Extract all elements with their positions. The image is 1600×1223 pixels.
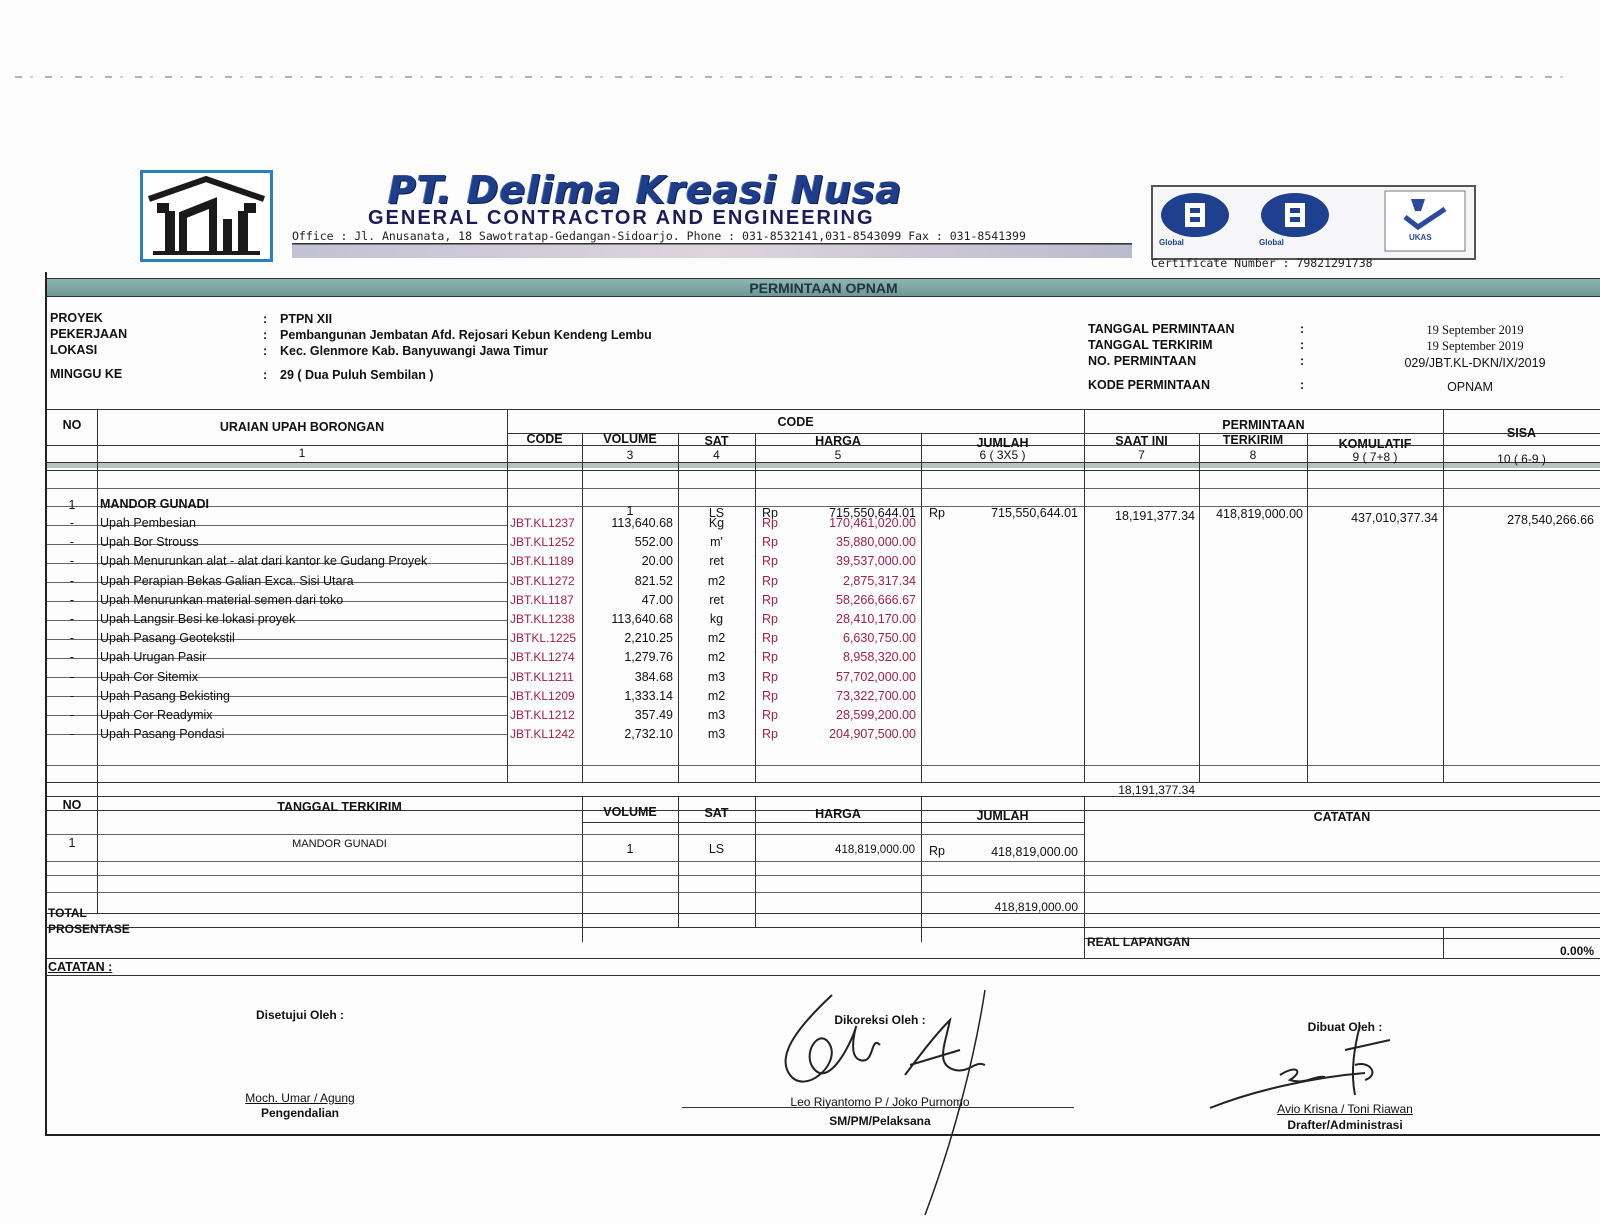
item-code: JBTKL.1225 (510, 631, 577, 645)
item-harga: 170,461,020.00 (829, 516, 916, 530)
item-volume: 1,279.76 (624, 650, 673, 664)
col-number-10: 10 ( 6-9 ) (1497, 452, 1546, 466)
pekerjaan-value: Pembangunan Jembatan Afd. Rejosari Kebun Kendeng Lembu (280, 328, 652, 342)
dibuat-name: Avio Krisna / Toni Riawan (1277, 1102, 1413, 1116)
item-harga: 6,630,750.00 (843, 631, 916, 645)
item-name: Upah Pasang Pondasi (100, 727, 225, 741)
disetujui-label: Disetujui Oleh : (255, 1008, 344, 1022)
dikoreksi-name: Leo Riyantomo P / Joko Purnomo (790, 1095, 970, 1109)
cert-logo-1-label: Global (1159, 238, 1184, 247)
t2-row-no: 1 (68, 836, 76, 850)
item-code: JBT.KL1189 (510, 554, 574, 568)
no-permintaan-value: 029/JBT.KL-DKN/IX/2019 (1404, 356, 1546, 370)
item-sat: m3 (707, 708, 726, 722)
minggu-label: MINGGU KE (50, 367, 123, 381)
item-code: JBT.KL1274 (510, 650, 575, 664)
col-volume-header: VOLUME (603, 432, 657, 446)
item-sat: ret (709, 554, 724, 568)
t2-no-header: NO (62, 798, 82, 812)
item-rp: Rp (762, 612, 778, 626)
tgl-terkirim-sep: : (1300, 338, 1305, 352)
t2-row-name: MANDOR GUNADI (292, 838, 387, 850)
tgl-permintaan-label: TANGGAL PERMINTAAN (1088, 322, 1235, 336)
no-permintaan-sep: : (1300, 354, 1305, 368)
item-volume: 384.68 (634, 670, 673, 684)
col-number-8: 8 (1249, 448, 1257, 462)
disetujui-role: Pengendalian (260, 1106, 340, 1120)
col-sat-header: SAT (704, 434, 729, 448)
item-rp: Rp (762, 535, 778, 549)
item-name: Upah Pasang Bekisting (100, 689, 230, 703)
signature-dikoreksi-icon (760, 975, 1060, 1220)
item-no: - (69, 516, 75, 530)
item-name: Upah Cor Sitemix (100, 670, 198, 684)
item-sat: Kg (708, 516, 725, 530)
col-code-header: CODE (526, 432, 563, 446)
col-number-5: 5 (834, 448, 842, 462)
proyek-label: PROYEK (50, 311, 103, 325)
item-harga: 204,907,500.00 (829, 727, 916, 741)
real-lapangan-value: 0.00% (1559, 944, 1594, 958)
catatan-label: CATATAN : (48, 960, 113, 974)
lokasi-sep: : (263, 344, 268, 358)
item-volume: 47.00 (641, 593, 673, 607)
item-volume: 552.00 (634, 535, 673, 549)
main-no: 1 (68, 498, 76, 512)
main-komulatif: 437,010,377.34 (1351, 511, 1438, 525)
item-code: JBT.KL1252 (510, 535, 575, 549)
item-volume: 113,640.68 (611, 516, 673, 530)
company-logo (140, 170, 273, 262)
item-rp: Rp (762, 727, 778, 741)
item-sat: m3 (707, 670, 726, 684)
t2-row-jumlah: 418,819,000.00 (991, 845, 1078, 859)
item-sat: kg (709, 612, 724, 626)
item-harga: 35,880,000.00 (836, 535, 916, 549)
item-name: Upah Menurunkan alat - alat dari kantor ke Gudang Proyek (100, 554, 428, 568)
item-no: - (69, 574, 75, 588)
item-no: - (69, 708, 75, 722)
main-jumlah: 715,550,644.01 (991, 506, 1078, 520)
cert-logo-2-label: Global (1259, 238, 1284, 247)
item-volume: 113,640.68 (611, 612, 673, 626)
house-logo-icon (143, 173, 270, 259)
t2-sat-header: SAT (704, 806, 729, 820)
company-name: PT. Delima Kreasi Nusa (388, 168, 903, 212)
kode-permintaan-label: KODE PERMINTAAN (1088, 378, 1210, 392)
item-sat: m2 (707, 650, 726, 664)
item-code: JBT.KL1238 (510, 612, 575, 626)
company-tagline: GENERAL CONTRACTOR AND ENGINEERING (368, 207, 875, 229)
proyek-value: PTPN XII (280, 312, 333, 326)
item-harga: 73,322,700.00 (836, 689, 916, 703)
item-volume: 20.00 (641, 554, 673, 568)
item-name: Upah Cor Readymix (100, 708, 213, 722)
item-name: Upah Bor Strouss (100, 535, 199, 549)
item-harga: 57,702,000.00 (836, 670, 916, 684)
col-no-header: NO (62, 418, 82, 432)
kode-permintaan-sep: : (1300, 378, 1305, 392)
dikoreksi-label: Dikoreksi Oleh : (834, 1013, 926, 1027)
item-name: Upah Pembesian (100, 516, 196, 530)
item-harga: 39,537,000.00 (836, 554, 916, 568)
t2-row-harga: 418,819,000.00 (835, 844, 915, 856)
item-sat: m3 (707, 727, 726, 741)
tgl-permintaan-value: 19 September 2019 (1426, 323, 1524, 337)
item-no: - (69, 689, 75, 703)
t2-harga-header: HARGA (815, 807, 861, 821)
item-name: Upah Langsir Besi ke lokasi proyek (100, 612, 296, 626)
website-line (292, 244, 1132, 258)
item-volume: 2,210.25 (624, 631, 673, 645)
dikoreksi-role: SM/PM/Pelaksana (829, 1114, 931, 1128)
col-saat-ini-header: SAAT INI (1115, 434, 1168, 448)
item-no: - (69, 727, 75, 741)
item-harga: 8,958,320.00 (843, 650, 916, 664)
certificate-number: Certificate Number : 79821291738 (1151, 256, 1373, 270)
total-saat-ini: 18,191,377.34 (1118, 783, 1195, 797)
prosentase-label: PROSENTASE (48, 922, 130, 936)
t2-row-rp: Rp (929, 844, 945, 858)
col-sisa-header: SISA (1506, 426, 1537, 440)
item-sat: m2 (707, 574, 726, 588)
item-code: JBT.KL1272 (510, 574, 575, 588)
item-no: - (69, 554, 75, 568)
main-sisa: 278,540,266.66 (1507, 513, 1594, 527)
t2-jumlah-header: JUMLAH (976, 809, 1029, 823)
col-komulatif-header: KOMULATIF (1338, 437, 1412, 451)
dibuat-label: Dibuat Oleh : (1307, 1020, 1383, 1034)
minggu-value: 29 ( Dua Puluh Sembilan ) (280, 368, 434, 382)
dibuat-role: Drafter/Administrasi (1287, 1118, 1403, 1132)
no-permintaan-label: NO. PERMINTAAN (1088, 354, 1197, 368)
main-rp: Rp (762, 506, 778, 520)
lokasi-value: Kec. Glenmore Kab. Banyuwangi Jawa Timur (280, 344, 548, 358)
item-rp: Rp (762, 631, 778, 645)
item-code: JBT.KL1237 (510, 516, 575, 530)
tgl-permintaan-sep: : (1300, 322, 1305, 336)
col-harga-header: HARGA (815, 434, 861, 448)
item-volume: 2,732.10 (624, 727, 673, 741)
col-uraian-header: URAIAN UPAH BORONGAN (219, 420, 385, 434)
item-volume: 1,333.14 (624, 689, 673, 703)
main-rp2: Rp (929, 506, 945, 520)
proyek-sep: : (263, 312, 268, 326)
item-volume: 357.49 (634, 708, 673, 722)
certification-icon (1153, 187, 1474, 258)
item-harga: 28,410,170.00 (836, 612, 916, 626)
item-no: - (69, 593, 75, 607)
document-title: PERMINTAAN OPNAM (47, 278, 1600, 297)
main-name: MANDOR GUNADI (100, 497, 210, 511)
item-no: - (69, 650, 75, 664)
item-name: Upah Perapian Bekas Galian Exca. Sisi Utara (100, 574, 354, 588)
item-name: Upah Pasang Geotekstil (100, 631, 235, 645)
main-saat-ini: 18,191,377.34 (1115, 509, 1195, 523)
item-code: JBT.KL1187 (510, 593, 574, 607)
office-address: Office : Jl. Anusanata, 18 Sawotratap-Gedangan-Sidoarjo. Phone : 031-8532141,031-8543099 Fax : 031-8541399 (292, 229, 1026, 243)
item-rp: Rp (762, 574, 778, 588)
total-label: TOTAL (48, 906, 87, 920)
scan-noise (15, 76, 1575, 78)
item-no: - (69, 631, 75, 645)
minggu-sep: : (263, 368, 268, 382)
item-harga: 2,875,317.34 (843, 574, 916, 588)
t2-volume-header: VOLUME (603, 805, 657, 819)
kode-permintaan-value: OPNAM (1447, 380, 1493, 394)
item-code: JBT.KL1212 (510, 708, 575, 722)
item-sat: m' (710, 535, 723, 549)
item-rp: Rp (762, 689, 778, 703)
item-sat: ret (709, 593, 724, 607)
col-permintaan-header: PERMINTAAN (1222, 418, 1305, 432)
item-no: - (69, 670, 75, 684)
col-number-4: 4 (713, 448, 720, 462)
item-code: JBT.KL1242 (510, 727, 575, 741)
item-sat: m2 (707, 689, 726, 703)
item-name: Upah Menurunkan material semen dari toko (100, 593, 344, 607)
item-code: JBT.KL1209 (510, 689, 575, 703)
main-terkirim: 418,819,000.00 (1216, 507, 1303, 521)
item-rp: Rp (762, 670, 778, 684)
col-number-6: 6 ( 3X5 ) (979, 448, 1026, 462)
item-harga: 58,266,666.67 (836, 593, 916, 607)
col-code-group-header: CODE (777, 415, 814, 429)
item-harga: 28,599,200.00 (836, 708, 916, 722)
lokasi-label: LOKASI (50, 343, 98, 357)
item-volume: 821.52 (634, 574, 673, 588)
cert-logo-3-label: UKAS (1409, 233, 1432, 242)
col-terkirim-header: TERKIRIM (1222, 433, 1284, 447)
col-number-7: 7 (1138, 448, 1145, 462)
pekerjaan-label: PEKERJAAN (50, 327, 128, 341)
item-rp: Rp (762, 650, 778, 664)
col-number-3: 3 (626, 448, 634, 462)
certification-logos (1151, 185, 1476, 260)
main-volume: 1 (626, 504, 634, 518)
item-name: Upah Urugan Pasir (100, 650, 207, 664)
real-lapangan-label: REAL LAPANGAN (1087, 935, 1190, 949)
tgl-terkirim-label: TANGGAL TERKIRIM (1088, 338, 1213, 352)
col-jumlah-header: JUMLAH (976, 436, 1029, 450)
col-number-1: 1 (298, 446, 306, 460)
t2-tanggal-header: TANGGAL TERKIRIM (277, 800, 402, 814)
main-harga: 715,550,644.01 (829, 506, 916, 520)
tgl-terkirim-value: 19 September 2019 (1426, 339, 1524, 353)
signature-dibuat-icon (1205, 1015, 1425, 1125)
item-rp: Rp (762, 593, 778, 607)
col-number-9: 9 ( 7+8 ) (1352, 450, 1398, 464)
main-sat: LS (708, 506, 725, 520)
item-no: - (69, 612, 75, 626)
item-no: - (69, 535, 75, 549)
item-rp: Rp (762, 516, 778, 530)
t2-catatan-header: CATATAN (1313, 810, 1371, 824)
t2-row-sat: LS (708, 842, 725, 856)
item-code: JBT.KL1211 (510, 670, 574, 684)
item-rp: Rp (762, 708, 778, 722)
disetujui-name: Moch. Umar / Agung (245, 1091, 355, 1105)
pekerjaan-sep: : (263, 328, 268, 342)
t2-row-volume: 1 (626, 842, 634, 856)
item-sat: m2 (707, 631, 726, 645)
item-rp: Rp (762, 554, 778, 568)
total-value: 418,819,000.00 (994, 900, 1078, 914)
